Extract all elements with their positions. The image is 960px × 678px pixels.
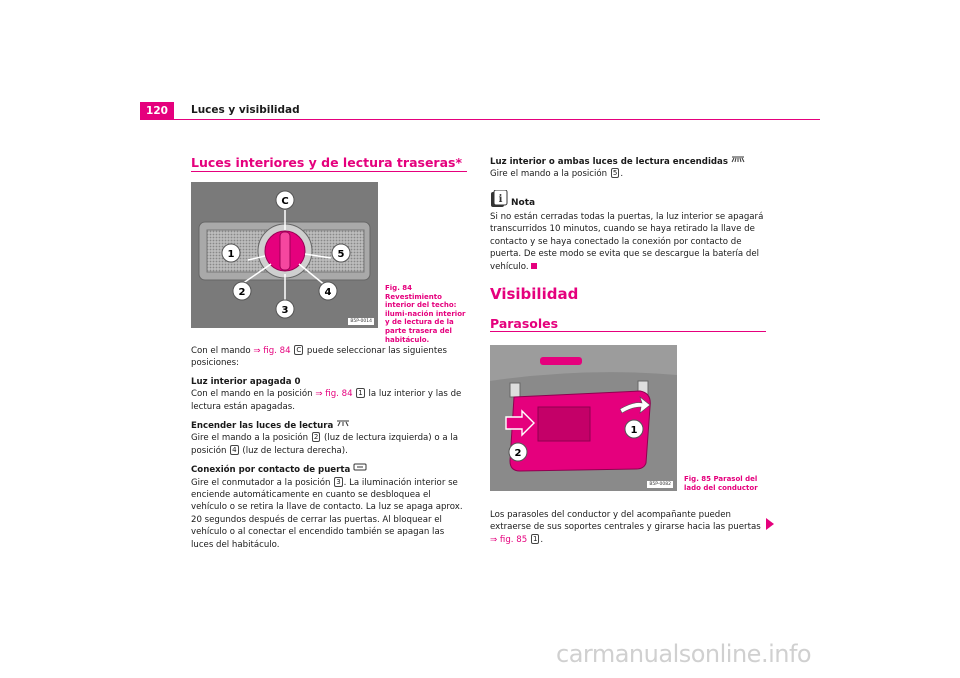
sun-visor-illustration — [490, 345, 677, 491]
callout-4: 4 — [324, 287, 332, 298]
chapter-title: Luces y visibilidad — [191, 104, 300, 116]
page-number: 120 — [140, 102, 174, 120]
ref-2: 2 — [313, 433, 319, 442]
reading-light-icon — [336, 419, 350, 427]
fig-84-link-2[interactable]: ⇒ fig. 84 — [315, 389, 353, 400]
ref-1: 1 — [358, 389, 363, 398]
fig-85-link[interactable]: ⇒ fig. 85 — [490, 534, 528, 545]
note-icon — [490, 190, 508, 208]
next-page-arrow-icon[interactable] — [766, 518, 774, 530]
figure-85-code: B5P-0082 — [649, 482, 671, 487]
figure-85-caption: Fig. 85 Parasol del lado del conductor — [684, 475, 758, 492]
figure-84-image — [191, 182, 378, 328]
visor-callout-1: 1 — [630, 425, 638, 436]
section-title-luces: Luces interiores y de lectura traseras* — [191, 155, 462, 170]
door-contact-icon — [353, 463, 367, 471]
interior-light-icon — [731, 155, 745, 163]
callout-c: C — [281, 196, 289, 207]
fig-84-link[interactable]: ⇒ fig. 84 — [253, 346, 291, 356]
chapter-heading-visibilidad: Visibilidad — [490, 285, 579, 303]
callout-1: 1 — [227, 249, 235, 260]
note-text: Si no están cerradas todas la puertas, la luz interior se apagará transcurridos 10 minutos, cuando se haya retirado la llave de contacto y se haya conectado la conexión por contacto de puerta. De este modo se evita que se descargue la batería del vehículo. — [490, 212, 764, 272]
parasoles-text: Los parasoles del conductor y del acompañante pueden extraerse de sus soportes centrales y girarse hacia las puertas ⇒ fig. 85 1 . — [490, 510, 761, 545]
ref-c: C — [296, 346, 302, 354]
left-body-text — [191, 345, 467, 551]
ceiling-light-illustration — [191, 182, 378, 328]
intro-paragraph: Con el mando ⇒ fig. 84 C puede seleccionar las siguientes posiciones: — [191, 346, 447, 369]
ref-3: 3 — [336, 477, 341, 486]
callout-5: 5 — [337, 249, 345, 260]
ref-4: 4 — [232, 445, 237, 454]
item-text-off: Con el mando en la posición ⇒ fig. 84 1 la luz interior y las de lectura están apagadas. — [191, 389, 462, 412]
ref-a1: 1 — [532, 534, 538, 543]
section-rule-left — [191, 171, 467, 172]
item-heading-off: Luz interior apagada 0 — [191, 376, 301, 387]
end-mark — [531, 263, 537, 269]
figure-84-code: B5P-0014 — [350, 319, 372, 324]
item-heading-door: Conexión por contacto de puerta — [191, 463, 467, 476]
svg-text:i: i — [498, 194, 503, 205]
item-text-all-on: Gire el mando a la posición 5 . — [490, 169, 624, 180]
right-top-text — [490, 155, 766, 181]
callout-3: 3 — [281, 305, 289, 316]
item-text-door: Gire el conmutador a la posición 3 . La iluminación interior se enciende automáticamente en cuanto se desbloquea el vehículo o se retira la llave de contacto. La luz se apaga aprox. 20 segundos después de cerrar las puertas. Al bloquear el vehículo o al conectar el encendido también se apagan las luces del habitáculo. — [191, 477, 463, 550]
visor-callout-2: 2 — [514, 448, 522, 459]
header-rule — [140, 119, 820, 120]
section-title-parasoles: Parasoles — [490, 316, 559, 331]
ref-5: 5 — [612, 169, 618, 178]
item-heading-all-on: Luz interior o ambas luces de lectura encendidas — [490, 155, 766, 168]
section-rule-right — [490, 331, 766, 332]
callout-2: 2 — [238, 287, 246, 298]
item-heading-reading: Encender las luces de lectura — [191, 419, 467, 432]
figure-85-image — [490, 345, 677, 491]
figure-84-caption: Fig. 84 Revestimiento interior del techo: ilumi-nación interior y de lectura de la parte trasera del habitáculo. — [385, 284, 466, 344]
item-text-reading: Gire el mando a la posición 2 (luz de lectura izquierda) o a la posición 4 (luz de lectura derecha). — [191, 433, 459, 456]
note-heading: Nota — [511, 198, 536, 208]
watermark: carmanualsonline.info — [556, 640, 812, 668]
